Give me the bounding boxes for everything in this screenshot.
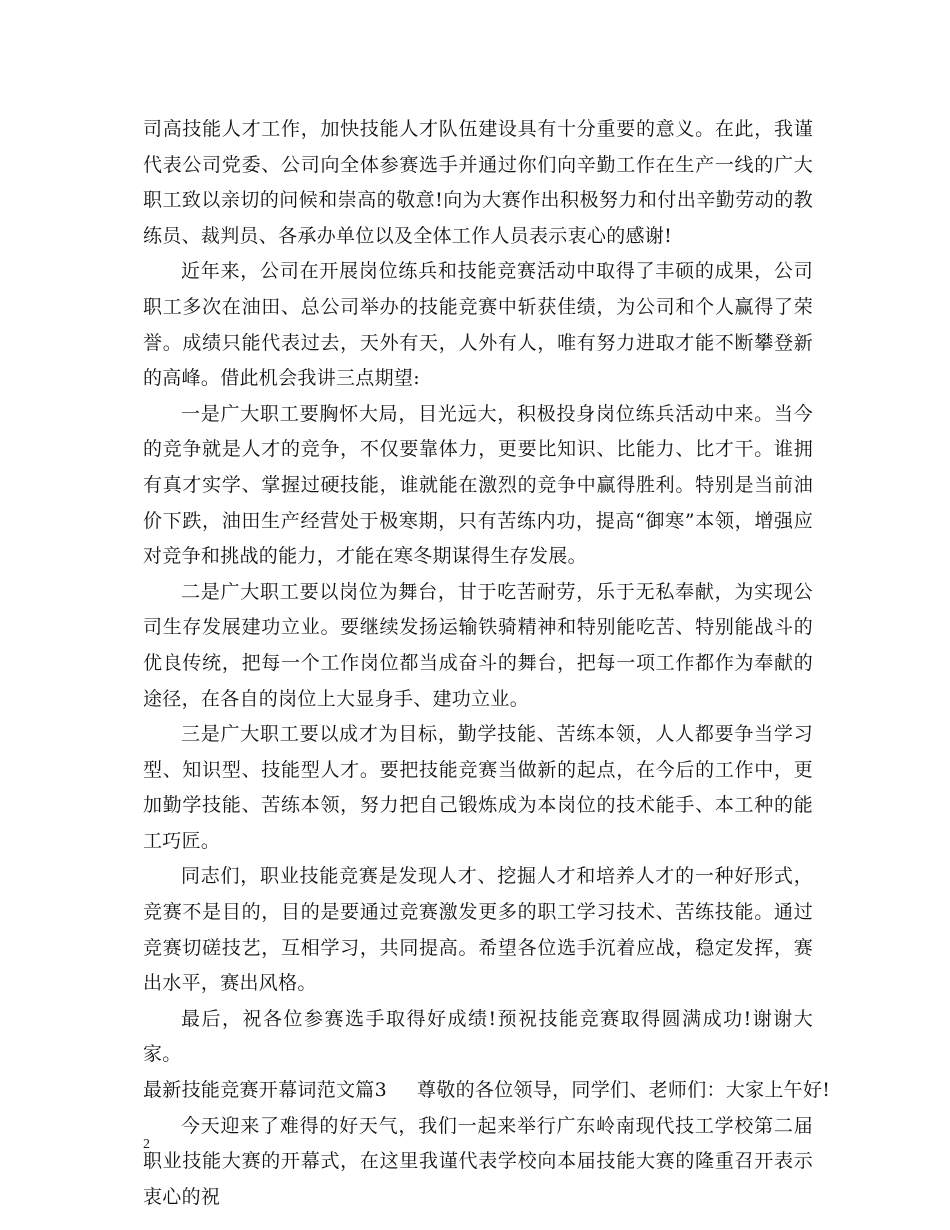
paragraph-achievements: 近年来，公司在开展岗位练兵和技能竞赛活动中取得了丰硕的成果，公司职工多次在油田、总公司举办的技能竞赛中斩获佳绩，为公司和个人赢得了荣誉。成绩只能代表过去，天外有天，人外有人，唯有努力进取才能不断攀登新的高峰。借此机会我讲三点期望:	[143, 260, 813, 390]
section-heading-line	[143, 1073, 831, 1109]
paragraph-comrades: 同志们，职业技能竞赛是发现人才、挖掘人才和培养人才的一种好形式，竞赛不是目的，目的是要通过竞赛激发更多的职工学习技术、苦练技能。通过竞赛切磋技艺，互相学习，共同提高。希望各位选手沉着应战，稳定发挥，赛出水平，赛出风格。	[143, 865, 813, 995]
paragraph-expectation-three: 三是广大职工要以成才为目标，勤学技能、苦练本领，人人都要争当学习型、知识型、技能型人才。要把技能竞赛当做新的起点，在今后的工作中，更加勤学技能、苦练本领，努力把自己锻炼成为本岗位的技术能手、本工种的能工巧匠。	[143, 723, 813, 852]
document-body	[143, 112, 831, 1215]
paragraph-closing: 最后，祝各位参赛选手取得好成绩!预祝技能竞赛取得圆满成功!谢谢大家。	[143, 1007, 813, 1066]
paragraph-opening-speech: 今天迎来了难得的好天气，我们一起来举行广东岭南现代技工学校第二届职业技能大赛的开幕式，在这里我谨代表学校向本届技能大赛的隆重召开表示衷心的祝	[143, 1114, 813, 1208]
paragraph-expectation-one: 一是广大职工要胸怀大局，目光远大，积极投身岗位练兵活动中来。当今的竞争就是人才的竞争，不仅要靠体力，更要比知识、比能力、比才干。谁拥有真才实学、掌握过硬技能，谁就能在激烈的竞争中赢得胜利。特别是当前油价下跌，油田生产经营处于极寒期，只有苦练内功，提高“御寒”本领，增强应对竞争和挑战的能力，才能在寒冬期谋得生存发展。	[143, 402, 813, 568]
page-number: 2	[143, 1137, 150, 1152]
section-greeting: 尊敬的各位领导，同学们、老师们：大家上午好!	[417, 1079, 831, 1102]
paragraph-continuation: 司高技能人才工作，加快技能人才队伍建设具有十分重要的意义。在此，我谨代表公司党委、公司向全体参赛选手并通过你们向辛勤工作在生产一线的广大职工致以亲切的问候和崇高的敬意!向为大赛作出积极努力和付出辛勤劳动的教练员、裁判员、各承办单位以及全体工作人员表示衷心的感谢!	[143, 118, 813, 247]
section-title: 最新技能竞赛开幕词范文篇3	[143, 1079, 387, 1102]
paragraph-expectation-two: 二是广大职工要以岗位为舞台，甘于吃苦耐劳，乐于无私奉献，为实现公司生存发展建功立业。要继续发扬运输铁骑精神和特别能吃苦、特别能战斗的优良传统，把每一个工作岗位都当成奋斗的舞台，把每一项工作都作为奉献的途径，在各自的岗位上大显身手、建功立业。	[143, 580, 813, 710]
